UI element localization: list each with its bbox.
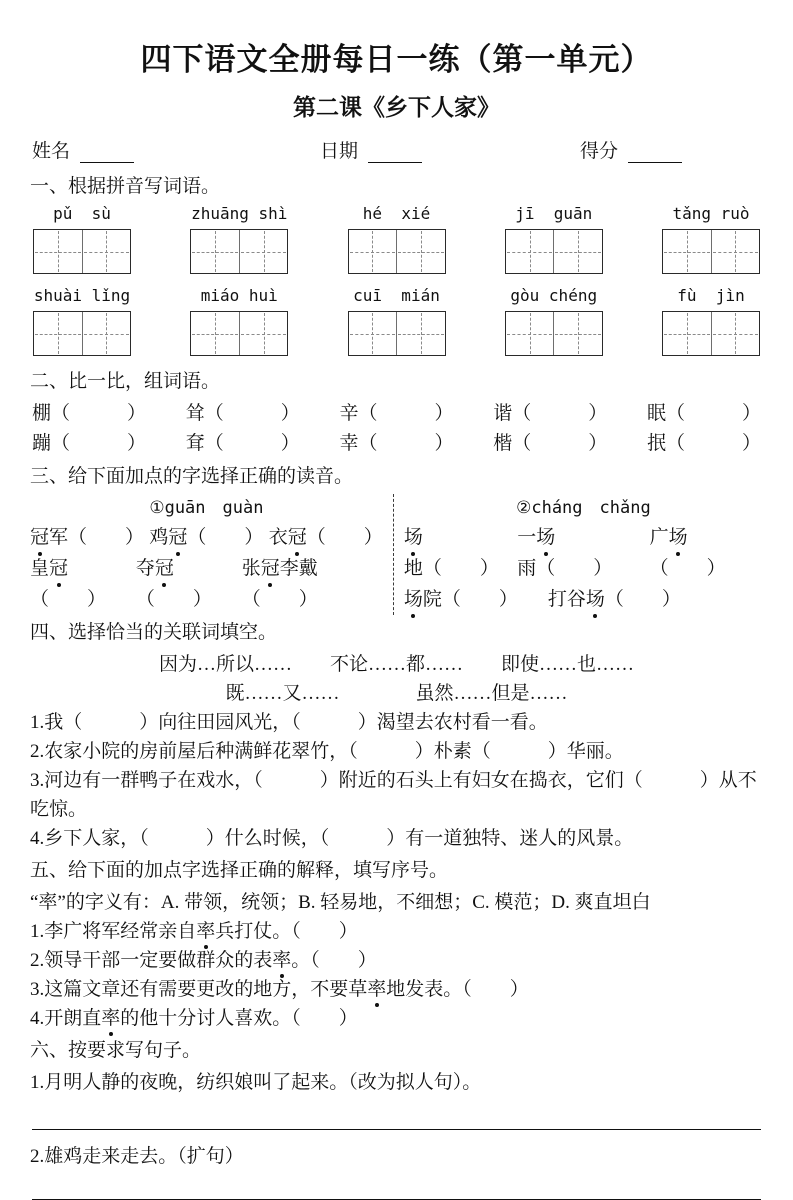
pinyin-unit bbox=[33, 204, 131, 274]
hanzi-cell[interactable] bbox=[239, 312, 288, 355]
zuci-row-1 bbox=[32, 399, 761, 429]
zuci-item: 幸（ ） bbox=[339, 433, 454, 454]
emphasized-char: 场 bbox=[669, 522, 688, 553]
hanzi-box bbox=[505, 311, 603, 356]
pinyin-unit bbox=[662, 204, 760, 274]
hanzi-box bbox=[190, 229, 288, 274]
hanzi-box bbox=[662, 229, 760, 274]
emphasized-char: 冠 bbox=[49, 553, 68, 584]
answer-line[interactable] bbox=[32, 1129, 761, 1130]
definition-sentence: 3.这篇文章还有需要更改的地方，不要草率地发表。（ ） bbox=[30, 975, 763, 1004]
pinyin-label: gòu chéng bbox=[510, 286, 598, 305]
hanzi-cell[interactable] bbox=[34, 230, 82, 273]
pron-word: 鸡冠（ ） bbox=[149, 522, 263, 553]
pinyin-unit bbox=[190, 204, 288, 274]
hanzi-cell[interactable] bbox=[506, 230, 554, 273]
pronunciation-exercise bbox=[30, 494, 763, 615]
hanzi-box bbox=[33, 311, 131, 356]
emphasized-char: 冠 bbox=[261, 553, 280, 584]
hanzi-box bbox=[505, 229, 603, 274]
section-2-heading: 二、比一比，组词语。 bbox=[30, 371, 221, 392]
pinyin-unit bbox=[505, 286, 603, 356]
pinyin-unit bbox=[662, 286, 760, 356]
fill-blank-sentence: 2.农家小院的房前屋后种满鲜花翠竹，（ ）朴素（ ）华丽。 bbox=[30, 741, 624, 762]
emphasized-char: 冠 bbox=[168, 522, 187, 553]
emphasized-char: 冠 bbox=[288, 522, 307, 553]
zuci-item: 棚（ ） bbox=[32, 403, 147, 424]
definition-sentence: 4.开朗直率的他十分讨人喜欢。（ ） bbox=[30, 1004, 763, 1033]
hanzi-cell[interactable] bbox=[553, 312, 602, 355]
emphasized-char: 率 bbox=[101, 1004, 120, 1033]
zuci-item: 眠（ ） bbox=[646, 403, 761, 424]
emphasized-char: 场 bbox=[536, 522, 555, 553]
hanzi-cell[interactable] bbox=[191, 312, 239, 355]
zuci-item: 耸（ ） bbox=[185, 403, 300, 424]
emphasized-char: 场 bbox=[404, 584, 423, 615]
hanzi-cell[interactable] bbox=[711, 312, 760, 355]
hanzi-cell[interactable] bbox=[396, 312, 445, 355]
emphasized-char: 场 bbox=[404, 522, 423, 553]
pinyin-label: zhuāng shì bbox=[191, 204, 288, 223]
date-field bbox=[320, 136, 422, 163]
pron-word: 广场（ ） bbox=[650, 522, 763, 584]
pron-word: 夺冠（ ） bbox=[136, 553, 242, 615]
definition-sentence: 2.领导干部一定要做群众的表率。（ ） bbox=[30, 946, 763, 975]
pron-group-2-label: ②cháng chǎng bbox=[516, 498, 651, 518]
pron-word: 张冠李戴（ ） bbox=[242, 553, 383, 615]
pron-word: 冠军（ ） bbox=[30, 522, 144, 553]
fill-blank-sentence: 1.我（ ）向往田园风光，（ ）渴望去农村看一看。 bbox=[30, 712, 548, 733]
definition-options: “率”的字义有：A. 带领，统领；B. 轻易地，不细想；C. 模范；D. 爽直坦白 bbox=[30, 892, 651, 913]
page-title: 四下语文全册每日一练（第一单元） bbox=[140, 42, 653, 77]
pinyin-label: cuī mián bbox=[353, 286, 440, 305]
rewrite-sentence: 2.雄鸡走来走去。（扩句） bbox=[30, 1146, 244, 1167]
emphasized-char: 冠 bbox=[30, 522, 49, 553]
hanzi-cell[interactable] bbox=[349, 230, 397, 273]
hanzi-cell[interactable] bbox=[239, 230, 288, 273]
rewrite-sentence: 1.月明人静的夜晚，纺织娘叫了起来。（改为拟人句）。 bbox=[30, 1072, 482, 1093]
section-6-heading: 六、按要求写句子。 bbox=[30, 1040, 202, 1061]
pinyin-label: fù jìn bbox=[677, 286, 745, 305]
definition-sentence: 1.李广将军经常亲自率兵打仗。（ ） bbox=[30, 917, 763, 946]
conjunction-options-line-2: 既……又…… 虽然……但是…… bbox=[225, 683, 568, 704]
zuci-item: 抿（ ） bbox=[646, 433, 761, 454]
score-field bbox=[580, 136, 682, 163]
pinyin-label: tǎng ruò bbox=[672, 204, 750, 223]
emphasized-char: 率 bbox=[272, 946, 291, 975]
zuci-item: 辛（ ） bbox=[339, 403, 454, 424]
score-label: 得分 bbox=[580, 141, 619, 162]
hanzi-box bbox=[662, 311, 760, 356]
fill-blank-sentence: 4.乡下人家，（ ）什么时候，（ ）有一道独特、迷人的风景。 bbox=[30, 828, 634, 849]
date-label: 日期 bbox=[320, 141, 359, 162]
hanzi-cell[interactable] bbox=[191, 230, 239, 273]
zuci-item: 谐（ ） bbox=[493, 403, 608, 424]
page-subtitle: 第二课《乡下人家》 bbox=[293, 95, 500, 120]
hanzi-cell[interactable] bbox=[349, 312, 397, 355]
hanzi-cell[interactable] bbox=[553, 230, 602, 273]
pinyin-unit bbox=[33, 286, 131, 356]
pron-group-2 bbox=[393, 494, 763, 615]
hanzi-box bbox=[348, 229, 446, 274]
emphasized-char: 率 bbox=[367, 975, 386, 1004]
pinyin-unit bbox=[348, 204, 446, 274]
pron-words-row bbox=[30, 553, 383, 615]
section-4-heading: 四、选择恰当的关联词填空。 bbox=[30, 622, 278, 643]
date-blank[interactable] bbox=[368, 146, 422, 163]
emphasized-char: 冠 bbox=[155, 553, 174, 584]
pron-word: 皇冠（ ） bbox=[30, 553, 136, 615]
zuci-item: 蹦（ ） bbox=[32, 433, 147, 454]
zuci-item: 耷（ ） bbox=[185, 433, 300, 454]
name-label: 姓名 bbox=[32, 141, 71, 162]
hanzi-cell[interactable] bbox=[82, 230, 131, 273]
hanzi-cell[interactable] bbox=[34, 312, 82, 355]
pinyin-label: jī guān bbox=[515, 204, 593, 223]
pinyin-unit bbox=[190, 286, 288, 356]
pron-words-row bbox=[30, 522, 383, 553]
info-row bbox=[32, 136, 763, 163]
pron-word: 衣冠（ ） bbox=[269, 522, 383, 553]
pinyin-row-2 bbox=[33, 286, 760, 356]
name-blank[interactable] bbox=[80, 146, 134, 163]
hanzi-cell[interactable] bbox=[396, 230, 445, 273]
pinyin-label: shuài lǐng bbox=[33, 286, 131, 305]
hanzi-cell[interactable] bbox=[663, 312, 711, 355]
hanzi-cell[interactable] bbox=[663, 230, 711, 273]
zuci-row-2 bbox=[32, 429, 761, 459]
section-3-heading: 三、给下面加点的字选择正确的读音。 bbox=[30, 466, 354, 487]
hanzi-cell[interactable] bbox=[82, 312, 131, 355]
pinyin-label: miáo huì bbox=[200, 286, 278, 305]
score-blank[interactable] bbox=[628, 146, 682, 163]
pron-word: 一场雨（ ） bbox=[517, 522, 649, 584]
pinyin-label: hé xié bbox=[362, 204, 431, 223]
pinyin-row-1 bbox=[33, 204, 760, 274]
hanzi-box bbox=[348, 311, 446, 356]
emphasized-char: 率 bbox=[196, 917, 215, 946]
hanzi-box bbox=[190, 311, 288, 356]
pron-words-row bbox=[404, 584, 763, 615]
conjunction-options-line-1: 因为…所以…… 不论……都…… 即使……也…… bbox=[158, 654, 634, 675]
fill-blank-sentence: 3.河边有一群鸭子在戏水，（ ）附近的石头上有妇女在捣衣，它们（ ）从不吃惊。 bbox=[30, 770, 757, 820]
pron-word: 场院（ ） bbox=[404, 584, 518, 615]
pinyin-unit bbox=[505, 204, 603, 274]
section-1-heading: 一、根据拼音写词语。 bbox=[30, 176, 221, 197]
hanzi-box bbox=[33, 229, 131, 274]
pron-word: 场地（ ） bbox=[404, 522, 517, 584]
pron-word: 打谷场（ ） bbox=[548, 584, 681, 615]
pron-group-1-label: ①guān guàn bbox=[149, 498, 264, 518]
hanzi-cell[interactable] bbox=[711, 230, 760, 273]
pron-words-row bbox=[404, 522, 763, 584]
pinyin-label: pǔ sù bbox=[53, 204, 111, 223]
hanzi-cell[interactable] bbox=[506, 312, 554, 355]
section-5-heading: 五、给下面的加点字选择正确的解释，填写序号。 bbox=[30, 860, 449, 881]
pron-group-1 bbox=[30, 494, 393, 615]
zuci-item: 楷（ ） bbox=[493, 433, 608, 454]
name-field bbox=[32, 136, 134, 163]
pinyin-unit bbox=[348, 286, 446, 356]
emphasized-char: 场 bbox=[586, 584, 605, 615]
